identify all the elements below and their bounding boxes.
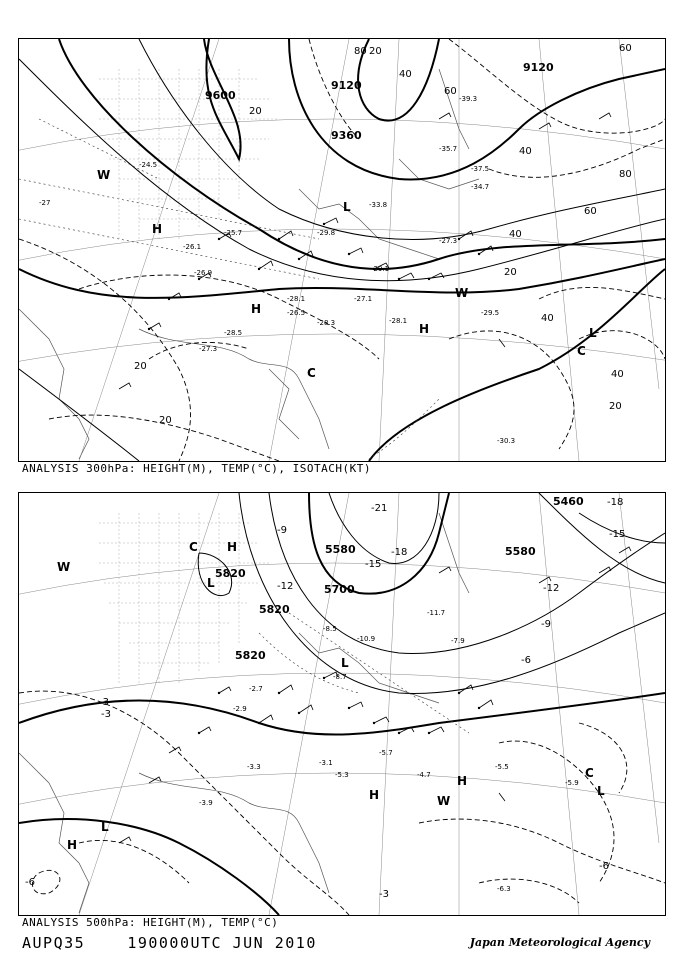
high-center: H: [227, 540, 238, 554]
isotach-label: 60: [619, 43, 632, 54]
low-center: L: [589, 326, 597, 340]
temp-label: -27.3: [439, 237, 458, 245]
temp-label: -3.9: [199, 799, 213, 807]
temp-label: -24.5: [139, 161, 158, 169]
isotach-label: 40: [399, 69, 412, 80]
isotach-label: 80: [354, 46, 367, 57]
height-label: 5580: [325, 543, 356, 556]
temp-label: -3.3: [247, 763, 261, 771]
temp-contour-label: -21: [371, 503, 388, 514]
temp-contour-label: -3: [101, 709, 111, 720]
temp-label: -28.3: [317, 319, 336, 327]
temp-contour-label: -15: [365, 559, 382, 570]
height-label: 5580: [505, 545, 536, 558]
temp-label: -26.1: [183, 243, 202, 251]
temp-label: -39.3: [459, 95, 478, 103]
temp-label: -7.9: [451, 637, 465, 645]
temp-label: -37.5: [471, 165, 490, 173]
high-center: H: [251, 302, 262, 316]
temp-label: -2.9: [233, 705, 247, 713]
height-contours-thin: [19, 39, 665, 461]
temp-label: -4.7: [417, 771, 431, 779]
graticule: [19, 39, 665, 461]
high-center: H: [152, 222, 163, 236]
height-contours: [19, 39, 665, 461]
temp-label: -27.1: [354, 295, 373, 303]
high-center: H: [419, 322, 430, 336]
height-label: 9120: [331, 79, 362, 92]
temp-label: -28.1: [287, 295, 306, 303]
temp-label: -25.7: [224, 229, 243, 237]
temp-contour-label: -18: [391, 547, 408, 558]
height-labels: [205, 61, 554, 142]
temp-label: -8.7: [333, 673, 347, 681]
height-label: 5700: [324, 583, 355, 596]
height-label: 5460: [553, 495, 584, 508]
temp-contour-label: -3: [99, 697, 109, 708]
temp-label: -27: [39, 199, 51, 207]
warm-center: W: [455, 286, 469, 300]
temp-label: -6.3: [497, 885, 511, 893]
high-center: H: [457, 774, 468, 788]
chart-code: AUPQ35: [22, 934, 86, 952]
height-label: 5820: [259, 603, 290, 616]
cold-center: C: [585, 766, 594, 780]
temp-contour-label: -6: [25, 877, 35, 888]
warm-center: W: [97, 168, 111, 182]
warm-center: W: [437, 794, 451, 808]
temp-label: -5.7: [379, 749, 393, 757]
high-center: H: [369, 788, 380, 802]
temperature-labels: [39, 95, 515, 445]
temp-contour-label: -15: [609, 529, 626, 540]
temp-label: -28.1: [389, 317, 408, 325]
temp-label: -2.7: [249, 685, 263, 693]
temp-contours-fine: [259, 613, 469, 733]
low-center: L: [343, 200, 351, 214]
temp-contour-label: -18: [607, 497, 624, 508]
low-center: L: [101, 820, 109, 834]
height-label: 9120: [523, 61, 554, 74]
height-contours: [19, 493, 665, 915]
temp-label: -29.1: [371, 265, 390, 273]
height-label: 5820: [235, 649, 266, 662]
isotach-label: 20: [369, 46, 382, 57]
graticule: [19, 493, 665, 915]
height-labels: [215, 495, 584, 662]
jet-hatch: [99, 69, 279, 239]
caption-500hpa: ANALYSIS 500hPa: HEIGHT(M), TEMP(°C): [22, 916, 279, 929]
temp-label: -10.9: [357, 635, 376, 643]
isotach-contours: [19, 39, 665, 461]
temp-label: -5.9: [565, 779, 579, 787]
temp-label: -35.7: [439, 145, 458, 153]
analysis-300hpa-map: [18, 38, 666, 462]
isotach-label: 20: [504, 267, 517, 278]
temp-label: -26.9: [194, 269, 213, 277]
temp-label: -3.1: [319, 759, 333, 767]
temp-label: -29.5: [481, 309, 500, 317]
temp-contour-label: -6: [521, 655, 531, 666]
valid-time: 190000UTC JUN 2010: [127, 934, 317, 952]
isotach-label: 80: [619, 169, 632, 180]
isotach-label: 20: [249, 106, 262, 117]
cold-center: C: [577, 344, 586, 358]
isotach-label: 40: [519, 146, 532, 157]
isotach-label: 60: [584, 206, 597, 217]
isotach-label: 40: [611, 369, 624, 380]
isotach-label: 20: [134, 361, 147, 372]
low-center: L: [341, 656, 349, 670]
temp-label: -33.8: [369, 201, 388, 209]
coastline: [19, 69, 479, 459]
isotach-label: 20: [159, 415, 172, 426]
temp-label: -30.3: [497, 437, 516, 445]
temp-contour-label: -12: [277, 581, 294, 592]
caption-300hpa: ANALYSIS 300hPa: HEIGHT(M), TEMP(°C), ISOTACH(KT): [22, 462, 372, 475]
height-label: 9600: [205, 89, 236, 102]
analysis-500hpa-map: [18, 492, 666, 916]
low-center: L: [597, 784, 605, 798]
isotach-label: 40: [541, 313, 554, 324]
cold-center: C: [307, 366, 316, 380]
temp-label: -26.5: [287, 309, 306, 317]
isotach-label: 40: [509, 229, 522, 240]
temp-label: -8.5: [323, 625, 337, 633]
isotach-label: 20: [609, 401, 622, 412]
temp-contour-label: -6: [599, 861, 609, 872]
warm-center: W: [57, 560, 71, 574]
high-center: H: [67, 838, 78, 852]
map-500hpa-canvas: [19, 493, 665, 915]
wind-barbs: [119, 113, 611, 461]
map-300hpa-canvas: [19, 39, 665, 461]
low-center: L: [207, 576, 215, 590]
chart-identifier: [22, 934, 317, 952]
temp-label: -29.8: [317, 229, 336, 237]
temp-label: -28.5: [224, 329, 243, 337]
cold-center: C: [189, 540, 198, 554]
temp-contour-label: -3: [379, 889, 389, 900]
agency-credit: Japan Meteorological Agency: [469, 936, 650, 949]
height-label: 5820: [215, 567, 246, 580]
temp-label: -11.7: [427, 609, 446, 617]
height-label: 9360: [331, 129, 362, 142]
temp-label: -5.5: [495, 763, 509, 771]
temp-contour-label: -9: [541, 619, 551, 630]
temp-label: -34.7: [471, 183, 490, 191]
isotach-label: 60: [444, 86, 457, 97]
temp-contour-label: -9: [277, 525, 287, 536]
height-contours-thin: [198, 493, 665, 693]
temp-label: -27.3: [199, 345, 218, 353]
temp-contour-label: -12: [543, 583, 560, 594]
temp-label: -5.3: [335, 771, 349, 779]
